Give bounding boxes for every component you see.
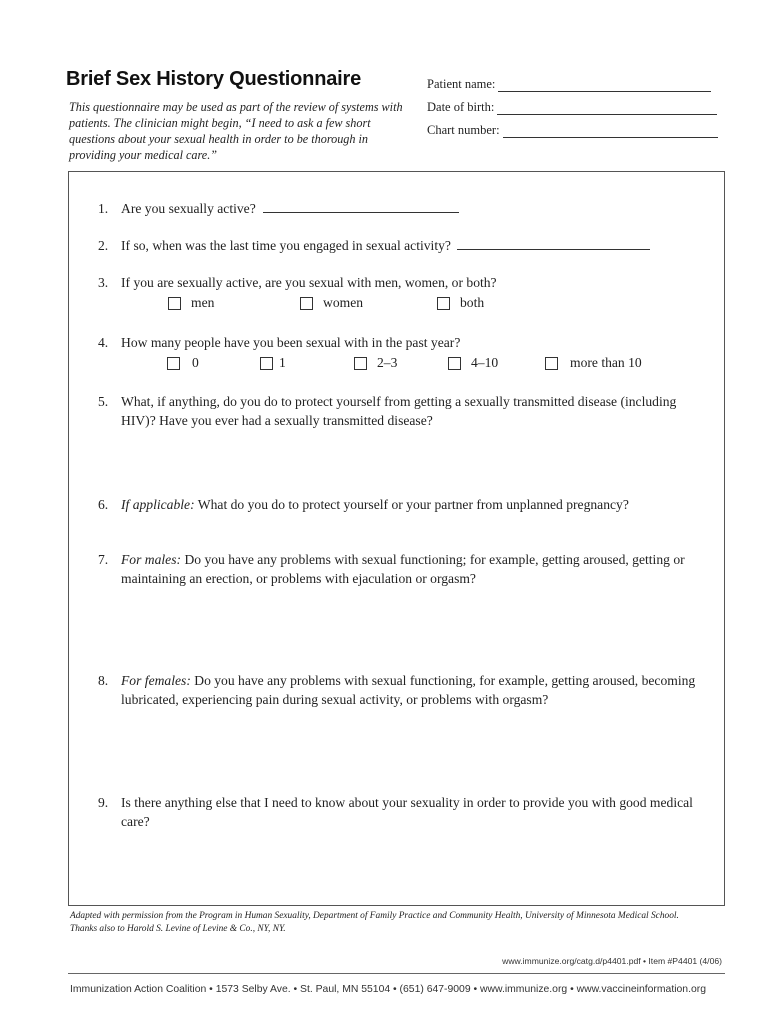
question-4-text: How many people have you been sexual with in the past year?: [121, 335, 461, 350]
question-5: [98, 392, 698, 430]
question-3-text: If you are sexually active, are you sexual with men, women, or both?: [121, 275, 497, 290]
checkbox[interactable]: [260, 357, 273, 370]
document-url-item: www.immunize.org/catg.d/p4401.pdf • Item #P4401 (4/06): [502, 956, 722, 966]
question-1: [98, 199, 708, 218]
intro-text: This questionnaire may be used as part of the review of systems with patients. The clinician might begin, “I need to ask a few short questions about your sexual health in order to be thorough in providing your medical care.”: [69, 100, 403, 162]
question-7-lead: For males:: [121, 552, 182, 567]
option-label: more than 10: [570, 355, 642, 370]
option-label: women: [323, 295, 364, 310]
option-label: both: [460, 295, 485, 310]
question-number: 5.: [98, 394, 109, 409]
question-1-text: Are you sexually active?: [121, 201, 256, 216]
option-2-3[interactable]: [354, 355, 397, 371]
option-0[interactable]: [167, 355, 199, 371]
option-more-than-10[interactable]: [545, 355, 642, 371]
question-number: 3.: [98, 275, 109, 290]
option-label: 4–10: [471, 355, 499, 370]
question-4: [98, 333, 708, 352]
question-6: [98, 495, 708, 514]
question-number: 9.: [98, 795, 109, 810]
checkbox[interactable]: [167, 357, 180, 370]
checkbox[interactable]: [448, 357, 461, 370]
option-label: 2–3: [377, 355, 398, 370]
question-8-lead: For females:: [121, 673, 191, 688]
question-number: 2.: [98, 238, 109, 253]
date-of-birth-field[interactable]: [427, 100, 717, 115]
chart-number-label: Chart number:: [427, 123, 500, 137]
footer-org-line: Immunization Action Coalition • 1573 Selby Ave. • St. Paul, MN 55104 • (651) 647-9009 • www.immunize.org • www.vaccineinformation.org: [70, 984, 706, 995]
question-6-lead: If applicable:: [121, 497, 195, 512]
option-1[interactable]: [260, 355, 286, 371]
question-7: [98, 550, 700, 588]
question-1-answer-line[interactable]: [263, 199, 459, 213]
chart-number-line[interactable]: [503, 124, 718, 138]
question-2-text: If so, when was the last time you engaged in sexual activity?: [121, 238, 451, 253]
checkbox[interactable]: [300, 297, 313, 310]
date-of-birth-line[interactable]: [497, 101, 717, 115]
patient-name-line[interactable]: [498, 78, 711, 92]
credit-text: Adapted with permission from the Program in Human Sexuality, Department of Family Practice and Community Health, University of Minnesota Medical School. Thanks also to Harold S. Levine of Levine & Co., NY, NY.: [70, 911, 679, 934]
question-2: [98, 236, 708, 255]
question-9-text: Is there anything else that I need to know about your sexuality in order to provide you with good medical care?: [121, 795, 693, 829]
question-number: 6.: [98, 497, 109, 512]
option-label: men: [191, 295, 215, 310]
question-number: 4.: [98, 335, 109, 350]
question-6-text: What do you do to protect yourself or your partner from unplanned pregnancy?: [197, 497, 629, 512]
option-both[interactable]: [437, 295, 484, 311]
footer-divider: [68, 973, 725, 974]
question-3: [98, 273, 708, 292]
question-8: [98, 671, 713, 709]
question-5-text: What, if anything, do you do to protect yourself from getting a sexually transmitted disease (including HIV)? Have you ever had a sexually transmitted disease?: [121, 394, 677, 428]
question-2-answer-line[interactable]: [457, 236, 650, 250]
page-title: Brief Sex History Questionnaire: [66, 68, 362, 90]
patient-name-field[interactable]: [427, 77, 711, 92]
question-9: [98, 793, 698, 831]
question-8-text: Do you have any problems with sexual functioning, for example, getting aroused, becoming lubricated, experiencing pain during sexual activity, or problems with orgasm?: [121, 673, 696, 707]
option-label: 1: [279, 355, 286, 370]
question-number: 8.: [98, 673, 109, 688]
option-men[interactable]: [168, 295, 214, 311]
question-7-text: Do you have any problems with sexual functioning; for example, getting aroused, getting or maintaining an erection, or problems with ejaculation or orgasm?: [121, 552, 685, 586]
question-number: 7.: [98, 552, 109, 567]
date-of-birth-label: Date of birth:: [427, 100, 495, 114]
question-number: 1.: [98, 201, 109, 216]
option-4-10[interactable]: [448, 355, 498, 371]
checkbox[interactable]: [437, 297, 450, 310]
chart-number-field[interactable]: [427, 123, 718, 138]
option-label: 0: [192, 355, 199, 370]
checkbox[interactable]: [168, 297, 181, 310]
checkbox[interactable]: [545, 357, 558, 370]
checkbox[interactable]: [354, 357, 367, 370]
patient-name-label: Patient name:: [427, 77, 496, 91]
option-women[interactable]: [300, 295, 363, 311]
